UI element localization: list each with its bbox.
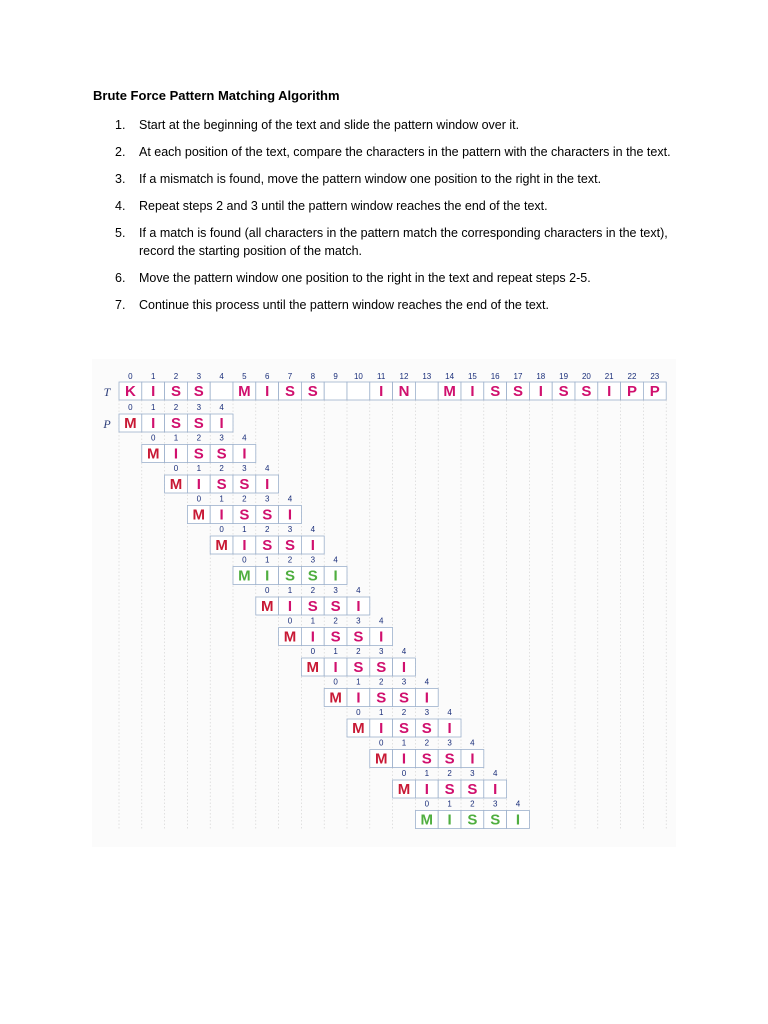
pattern-char: I xyxy=(310,537,315,554)
pattern-index-label: 0 xyxy=(378,738,384,748)
pattern-index-label: 0 xyxy=(219,525,224,534)
text-index-label: 20 xyxy=(581,372,591,381)
pattern-index-label: 4 xyxy=(219,403,224,412)
pattern-char: M xyxy=(374,750,388,768)
document-title: Brute Force Pattern Matching Algorithm xyxy=(93,88,340,103)
pattern-char: S xyxy=(284,537,296,554)
pattern-index-label: 1 xyxy=(196,464,202,473)
pattern-char: I xyxy=(356,689,361,707)
pattern-char: S xyxy=(353,659,364,676)
text-index-label: 13 xyxy=(422,372,432,381)
pattern-index-label: 0 xyxy=(173,464,179,473)
pattern-index-label: 2 xyxy=(333,616,338,626)
text-char: S xyxy=(512,383,524,400)
step-text: Start at the beginning of the text and slide the pattern window over it. xyxy=(139,118,520,132)
text-cell xyxy=(324,382,347,400)
pattern-char: S xyxy=(216,445,227,463)
step-item xyxy=(115,170,685,188)
pattern-char: S xyxy=(307,567,318,585)
pattern-char: I xyxy=(401,659,407,676)
text-index-label: 19 xyxy=(559,372,569,381)
pattern-char: S xyxy=(216,476,227,493)
pattern-index-label: 1 xyxy=(264,555,270,565)
pattern-char: M xyxy=(352,720,365,737)
step-item xyxy=(115,269,685,287)
pattern-char: M xyxy=(420,811,434,829)
text-char: I xyxy=(151,383,156,400)
pattern-index-label: 3 xyxy=(424,708,430,717)
step-item xyxy=(115,224,685,260)
text-char: S xyxy=(284,383,296,400)
pattern-index-label: 3 xyxy=(492,799,498,809)
pattern-char: I xyxy=(333,659,338,676)
pattern-char: S xyxy=(262,506,273,524)
pattern-char: M xyxy=(238,567,251,585)
step-text: Move the pattern window one position to the right in the text and repeat steps 2-5. xyxy=(139,271,591,285)
text-cell xyxy=(210,382,233,400)
text-row-label: T xyxy=(103,385,111,399)
step-number: 7. xyxy=(115,298,126,312)
pattern-char: S xyxy=(307,598,318,615)
text-char: S xyxy=(558,383,569,400)
pattern-char: I xyxy=(424,689,429,707)
pattern-index-label: 2 xyxy=(219,464,224,473)
text-char: I xyxy=(538,383,543,400)
pattern-index-label: 4 xyxy=(470,738,475,748)
text-index-label: 16 xyxy=(490,372,500,381)
pattern-matching-figure xyxy=(92,359,676,847)
pattern-char: I xyxy=(356,598,361,615)
text-char: S xyxy=(170,383,182,400)
text-index-label: 11 xyxy=(377,372,386,381)
text-index-label: 22 xyxy=(627,372,637,381)
pattern-char: I xyxy=(196,476,201,493)
pattern-char: S xyxy=(330,628,341,646)
pattern-index-label: 2 xyxy=(378,677,384,687)
pattern-index-label: 3 xyxy=(333,586,338,595)
pattern-index-label: 2 xyxy=(424,738,430,748)
pattern-char: M xyxy=(215,537,228,554)
text-index-label: 6 xyxy=(264,372,270,381)
pattern-index-label: 4 xyxy=(242,433,247,443)
step-text: If a mismatch is found, move the pattern window one position to the right in the text. xyxy=(139,172,602,186)
pattern-index-label: 0 xyxy=(242,555,247,565)
pattern-index-label: 0 xyxy=(196,494,202,504)
pattern-index-label: 1 xyxy=(173,433,179,443)
pattern-index-label: 1 xyxy=(378,708,384,717)
pattern-index-label: 0 xyxy=(401,769,407,778)
pattern-char: I xyxy=(287,598,293,615)
pattern-index-label: 0 xyxy=(333,677,338,687)
pattern-index-label: 3 xyxy=(378,647,384,656)
pattern-char: S xyxy=(262,537,273,554)
pattern-index-label: 3 xyxy=(401,677,407,687)
text-index-label: 2 xyxy=(173,372,179,381)
pattern-char: I xyxy=(447,720,452,737)
pattern-char: S xyxy=(376,689,387,707)
pattern-char: S xyxy=(444,781,455,798)
pattern-index-label: 2 xyxy=(401,708,407,717)
pattern-index-label: 1 xyxy=(287,586,293,595)
pattern-index-label: 0 xyxy=(264,586,270,595)
step-number: 3. xyxy=(115,172,126,186)
pattern-row-label: P xyxy=(103,417,111,431)
steps-list xyxy=(115,116,685,323)
pattern-index-label: 4 xyxy=(310,525,316,534)
pattern-char: S xyxy=(421,720,432,737)
pattern-index-label: 3 xyxy=(196,403,202,412)
step-item xyxy=(115,143,685,161)
pattern-char: I xyxy=(401,750,407,768)
pattern-index-label: 2 xyxy=(310,586,316,595)
text-index-label: 14 xyxy=(445,372,455,381)
pattern-index-label: 2 xyxy=(196,433,202,443)
text-char: I xyxy=(470,383,475,400)
pattern-char: S xyxy=(398,689,410,707)
pattern-char: S xyxy=(421,750,432,768)
pattern-char: S xyxy=(193,415,204,432)
text-index-label: 5 xyxy=(242,372,247,381)
text-index-label: 3 xyxy=(196,372,202,381)
text-char: N xyxy=(398,383,410,400)
pattern-index-label: 0 xyxy=(356,708,361,717)
pattern-index-label: 0 xyxy=(287,616,293,626)
pattern-char: I xyxy=(447,811,452,829)
pattern-index-label: 1 xyxy=(356,677,361,687)
text-index-label: 12 xyxy=(399,372,409,381)
step-item xyxy=(115,116,685,134)
pattern-char: S xyxy=(330,598,341,615)
pattern-char: S xyxy=(467,811,478,829)
pattern-index-label: 4 xyxy=(492,769,498,778)
pattern-index-label: 2 xyxy=(287,555,293,565)
pattern-index-label: 4 xyxy=(264,464,270,473)
text-char: S xyxy=(307,383,318,400)
pattern-char: M xyxy=(146,445,160,463)
pattern-char: I xyxy=(265,567,270,585)
pattern-char: I xyxy=(515,811,521,829)
pattern-char: I xyxy=(219,506,224,524)
text-char: I xyxy=(265,383,270,400)
pattern-char: I xyxy=(493,781,498,798)
text-char: S xyxy=(193,383,204,400)
pattern-char: I xyxy=(173,445,179,463)
pattern-char: I xyxy=(242,445,247,463)
pattern-index-label: 4 xyxy=(333,555,338,565)
pattern-index-label: 3 xyxy=(242,464,247,473)
pattern-char: S xyxy=(239,476,250,493)
text-char: K xyxy=(124,383,136,400)
pattern-index-label: 4 xyxy=(356,586,361,595)
pattern-char: S xyxy=(193,445,204,463)
pattern-char: I xyxy=(219,415,224,432)
pattern-char: I xyxy=(333,567,338,585)
pattern-index-label: 1 xyxy=(333,647,338,656)
text-char: P xyxy=(626,383,638,400)
step-item xyxy=(115,197,685,215)
pattern-char: S xyxy=(490,811,501,829)
text-char: I xyxy=(607,383,612,400)
pattern-char: S xyxy=(467,781,478,798)
pattern-index-label: 3 xyxy=(447,738,452,748)
pattern-index-label: 3 xyxy=(264,494,270,504)
pattern-index-label: 2 xyxy=(447,769,452,778)
pattern-index-label: 4 xyxy=(378,616,384,626)
pattern-index-label: 2 xyxy=(264,525,270,534)
pattern-char: I xyxy=(379,720,384,737)
step-number: 2. xyxy=(115,145,126,159)
pattern-index-label: 4 xyxy=(424,677,430,687)
pattern-char: M xyxy=(192,506,206,524)
pattern-char: S xyxy=(398,720,410,737)
pattern-char: I xyxy=(151,415,156,432)
pattern-char: M xyxy=(397,781,411,798)
step-text: At each position of the text, compare the characters in the pattern with the characters in the text. xyxy=(139,145,671,159)
text-index-label: 8 xyxy=(310,372,316,381)
step-text: Continue this process until the pattern window reaches the end of the text. xyxy=(139,298,549,312)
text-cell xyxy=(347,382,370,400)
pattern-index-label: 1 xyxy=(242,525,247,534)
step-number: 1. xyxy=(115,118,126,132)
text-char: I xyxy=(379,383,384,400)
text-index-label: 0 xyxy=(128,372,133,381)
pattern-char: M xyxy=(283,628,297,646)
pattern-index-label: 3 xyxy=(287,525,293,534)
pattern-index-label: 3 xyxy=(470,769,475,778)
text-char: M xyxy=(238,383,251,400)
pattern-char: M xyxy=(329,689,342,707)
pattern-index-label: 1 xyxy=(401,738,407,748)
step-text: If a match is found (all characters in the pattern match the corresponding characters in the text), record the starting position of the match. xyxy=(139,226,668,258)
pattern-index-label: 1 xyxy=(447,799,452,809)
pattern-index-label: 4 xyxy=(401,647,407,656)
pattern-char: I xyxy=(242,537,247,554)
text-index-label: 7 xyxy=(287,372,293,381)
pattern-char: M xyxy=(260,598,274,615)
pattern-char: S xyxy=(376,659,387,676)
pattern-index-label: 2 xyxy=(242,494,247,504)
text-index-label: 9 xyxy=(333,372,338,381)
text-char: S xyxy=(581,383,592,400)
pattern-char: S xyxy=(284,567,296,585)
pattern-index-label: 0 xyxy=(310,647,316,656)
pattern-index-label: 4 xyxy=(447,708,452,717)
pattern-index-label: 0 xyxy=(424,799,430,809)
pattern-index-label: 4 xyxy=(287,494,293,504)
pattern-char: M xyxy=(169,476,183,493)
text-index-label: 10 xyxy=(353,372,363,381)
pattern-char: I xyxy=(470,750,475,768)
pattern-char: I xyxy=(310,628,315,646)
pattern-index-label: 3 xyxy=(356,616,361,626)
text-index-label: 15 xyxy=(467,372,477,381)
pattern-index-label: 3 xyxy=(310,555,316,565)
text-index-label: 21 xyxy=(604,372,614,381)
text-char: M xyxy=(443,383,456,400)
pattern-index-label: 4 xyxy=(515,799,521,809)
text-index-label: 17 xyxy=(513,372,523,381)
step-item xyxy=(115,296,685,314)
pattern-index-label: 2 xyxy=(356,647,361,656)
text-char: P xyxy=(649,383,660,400)
pattern-char: I xyxy=(287,506,293,524)
text-index-label: 1 xyxy=(150,372,156,381)
pattern-char: M xyxy=(124,415,137,432)
pattern-index-label: 0 xyxy=(150,433,156,443)
pattern-index-label: 1 xyxy=(219,494,224,504)
pattern-char: S xyxy=(239,506,250,524)
pattern-char: I xyxy=(424,781,429,798)
pattern-char: S xyxy=(444,750,455,768)
pattern-index-label: 3 xyxy=(219,433,224,443)
pattern-char: I xyxy=(265,476,270,493)
pattern-index-label: 2 xyxy=(470,799,475,809)
text-char: S xyxy=(490,383,501,400)
pattern-char: I xyxy=(379,628,384,646)
step-number: 6. xyxy=(115,271,126,285)
text-index-label: 18 xyxy=(536,372,546,381)
pattern-index-label: 2 xyxy=(173,403,179,412)
step-text: Repeat steps 2 and 3 until the pattern window reaches the end of the text. xyxy=(139,199,548,213)
text-index-label: 23 xyxy=(650,372,660,381)
pattern-char: S xyxy=(170,415,182,432)
step-number: 4. xyxy=(115,199,126,213)
pattern-char: M xyxy=(306,659,320,676)
text-index-label: 4 xyxy=(219,372,224,381)
pattern-char: S xyxy=(353,628,364,646)
pattern-index-label: 1 xyxy=(150,403,156,412)
pattern-index-label: 1 xyxy=(424,769,430,778)
text-cell xyxy=(415,382,438,400)
step-number: 5. xyxy=(115,226,126,240)
pattern-index-label: 1 xyxy=(310,616,316,626)
pattern-index-label: 0 xyxy=(128,403,133,412)
pattern-matching-diagram xyxy=(92,359,676,847)
